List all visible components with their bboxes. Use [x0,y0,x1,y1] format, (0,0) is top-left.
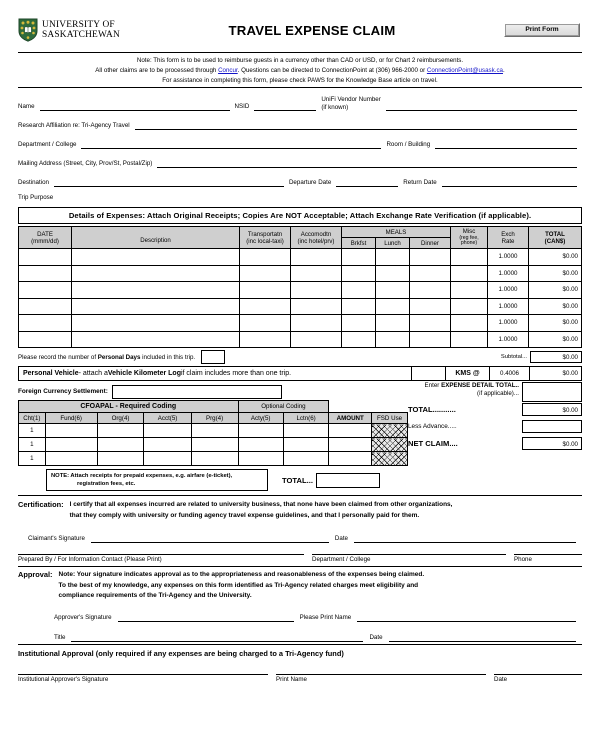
vehicle-c: Vehicle Kilometer Log [107,370,181,378]
prepaid-note-row [18,469,408,491]
prepared-by-field[interactable] [18,554,304,563]
approver-signature-label: Approver's Signature [54,614,112,621]
row-trip-purpose [18,187,582,202]
trip-purpose-label: Trip Purpose [18,193,54,201]
cert-department-field[interactable] [312,554,506,563]
cell-description[interactable] [72,249,240,266]
table-row [19,298,582,315]
cfoapal-column [18,400,408,491]
total-row [408,400,582,418]
cell-acct[interactable] [144,452,191,466]
less-advance-label: Less Advance..... [408,422,457,430]
cell-misc[interactable] [451,298,488,315]
institutional-signature-field[interactable] [18,674,268,683]
cell-transportation[interactable] [240,282,291,299]
connectionpoint-email-link[interactable]: ConnectionPoint@usask.ca [426,66,503,74]
cell-acty[interactable] [238,438,283,452]
cell-breakfast[interactable] [342,265,376,282]
cell-row-total: $0.00 [529,249,582,266]
expenses-body [19,249,582,348]
row-research-affiliation [18,111,582,130]
approver-print-name-input[interactable] [357,609,576,622]
subtotal-value: $0.00 [530,351,582,363]
personal-days-row [18,349,582,365]
edt-l1-b: EXPENSE DETAIL TOTAL.. [441,381,519,389]
vendor-label-line1: UniFi Vendor Number [321,95,381,103]
col-fund: Fund(6) [45,413,97,424]
cell-breakfast[interactable] [342,315,376,332]
cell-misc[interactable] [451,265,488,282]
claimant-identity-section [18,88,582,202]
cell-breakfast[interactable] [342,249,376,266]
col-misc-l1: Misc [462,228,476,236]
prepaid-note [46,469,268,491]
research-affiliation-input[interactable] [135,118,577,130]
approver-date-label: Date [369,634,383,641]
totals-column [408,400,582,452]
cert-department-label: Department / College [312,556,371,564]
cell-org[interactable] [97,452,144,466]
cell-lunch[interactable] [376,331,410,348]
personal-vehicle-text [19,367,411,380]
cell-lunch[interactable] [376,315,410,332]
note-line-1: Note: This form is to be used to reimburse guests in a currency other than CAD or USD, or for Chart 2 reimbursements. [136,57,464,64]
table-row [19,265,582,282]
approval-section [18,570,582,642]
cell-breakfast[interactable] [342,331,376,348]
col-date [19,227,72,249]
name-label: Name [18,102,35,110]
row-destination [18,168,582,187]
personal-vehicle-row [18,366,582,381]
net-claim-value: $0.00 [522,437,582,450]
foreign-currency-row [18,383,582,400]
col-misc [451,227,488,249]
coding-total-label: TOTAL... [282,475,313,485]
institutional-date-field[interactable] [494,674,582,683]
subtotal-label: Subtotal... [500,354,527,361]
cell-exch-rate[interactable]: 1.0000 [488,282,529,299]
nsid-input[interactable] [254,99,316,111]
cell-description[interactable] [72,331,240,348]
institutional-approval-section [18,649,582,683]
cell-exch-rate[interactable]: 1.0000 [488,315,529,332]
cell-prg[interactable] [191,424,238,438]
cell-description[interactable] [72,298,240,315]
certification-section [18,500,582,563]
edt-line1 [425,382,519,389]
edt-line2: (if applicable)... [477,389,519,397]
table-row [19,438,408,452]
col-transportation [240,227,291,249]
fcs-input[interactable] [112,385,282,399]
col-accommodation-l2: (inc hotel/prv) [297,237,335,245]
approval-title: Approval: [18,570,53,580]
print-form-button[interactable]: Print Form [504,23,580,37]
cell-row-total: $0.00 [529,331,582,348]
edt-caption [408,382,522,398]
cell-lunch[interactable] [376,265,410,282]
form-header [18,0,582,52]
cell-fund[interactable] [45,438,97,452]
cfoapal-optional-header: Optional Coding [238,401,329,413]
note-line-3: For assistance in completing this form, please check PAWS for the Knowledge Base article on travel. [162,76,438,84]
kms-label: KMS @ [445,367,489,380]
cell-lctn[interactable] [283,452,328,466]
cell-date[interactable] [19,249,72,266]
col-meals-group: MEALS [342,227,451,238]
col-exch-rate-l2: Rate [501,237,515,245]
col-total-l2: (CAN$) [544,237,566,245]
cfoapal-group-header-row [19,401,408,413]
cfoapal-required-header: CFOAPAL - Required Coding [19,401,239,413]
col-fsd-use: FSD Use [372,413,408,424]
note-line-2 [18,66,582,76]
approval-paragraph [18,570,582,602]
net-claim-row [408,434,582,452]
table-row [19,282,582,299]
cell-breakfast[interactable] [342,282,376,299]
certification-body [70,500,453,521]
certification-paragraph [18,500,582,521]
note-line-2-a: All other claims are to be processed through [95,66,219,74]
vendor-number-input[interactable] [386,99,577,111]
total-value: $0.00 [522,403,582,416]
cell-accommodation[interactable] [291,298,342,315]
cell-fund[interactable] [45,424,97,438]
vehicle-a: Personal Vehicle [23,370,79,378]
col-acct: Acct(5) [144,413,191,424]
cell-transportation[interactable] [240,265,291,282]
mailing-address-input[interactable] [157,156,577,168]
col-date-l1: DATE [37,230,53,238]
approver-signature-row [18,602,582,622]
cell-accommodation[interactable] [291,265,342,282]
coding-and-totals-section [18,400,582,491]
approver-title-label: Title [54,634,66,641]
cell-org[interactable] [97,424,144,438]
cell-date[interactable] [19,265,72,282]
certification-line1: I certify that all expenses incurred are related to university business, that none have been claimed from other organizations, [69,501,453,509]
cell-dinner[interactable] [410,298,451,315]
page-title: TRAVEL EXPENSE CLAIM [228,22,396,38]
cell-row-total: $0.00 [529,298,582,315]
col-amount: AMOUNT [329,413,372,424]
vehicle-b: - attach a [78,370,108,378]
table-row [19,249,582,266]
coding-total-value[interactable] [316,473,380,488]
table-row [19,315,582,332]
cell-misc[interactable] [451,249,488,266]
note-line-2-c: . [502,66,505,74]
less-advance-value[interactable] [522,420,582,433]
vendor-label-line2: (if known) [321,103,349,111]
cell-fsd-use [372,424,408,438]
col-org: Org(4) [97,413,144,424]
logo-line-1: UNIVERSITY OF [42,19,115,30]
cell-date[interactable] [19,331,72,348]
mailing-address-label: Mailing Address (Street, City, Prov/St, Postal/Zip) [18,159,153,167]
destination-input[interactable] [54,175,284,187]
net-claim-label: NET CLAIM.... [408,438,458,448]
certification-divider [18,495,582,496]
table-row [19,331,582,348]
expenses-table [18,226,582,348]
cell-dinner[interactable] [410,331,451,348]
cell-amount[interactable] [329,438,372,452]
cell-row-total: $0.00 [529,265,582,282]
cell-misc[interactable] [451,282,488,299]
fcs-label: Foreign Currency Settlement: [18,388,108,396]
cell-accommodation[interactable] [291,331,342,348]
cell-exch-rate[interactable]: 1.0000 [488,265,529,282]
personal-days-a: Please record the number of [18,353,98,361]
col-transportation-l1: Transportatn [247,230,283,238]
prepared-by-label: Prepared By / For Information Contact (Please Print) [18,556,162,564]
claimant-signature-input[interactable] [91,530,329,543]
cell-exch-rate[interactable]: 1.0000 [488,249,529,266]
col-prg: Prg(4) [191,413,238,424]
cell-org[interactable] [97,438,144,452]
department-label: Department / College [18,140,77,148]
cell-lunch[interactable] [376,298,410,315]
note-line-2-b: . Questions can be directed to ConnectionPoint at (306) 966-2000 or [237,66,427,74]
total-label: TOTAL........... [408,404,456,414]
cell-exch-rate[interactable]: 1.0000 [488,298,529,315]
trip-purpose-input[interactable] [58,191,577,202]
expenses-banner: Details of Expenses: Attach Original Receipts; Copies Are NOT Acceptable; Attach Exchange Rate Verification (if applicable). [18,207,582,224]
cell-amount[interactable] [329,424,372,438]
vehicle-spacer-cell [411,367,445,380]
col-description-l1: Description [140,237,171,245]
col-misc-l2: (reg fee, phone) [459,234,479,247]
cell-transportation[interactable] [240,331,291,348]
cell-dinner[interactable] [410,249,451,266]
cell-acty[interactable] [238,452,283,466]
claimant-signature-row [18,521,582,543]
research-affiliation-label: Research Affiliation re: Tri-Agency Travel [18,121,130,129]
cell-lctn[interactable] [283,424,328,438]
less-advance-row [408,418,582,434]
prepaid-note-line1: NOTE: Attach receipts for prepaid expenses, e.g. airfare (e-ticket), [51,473,233,480]
cell-row-total: $0.00 [529,315,582,332]
cell-prg[interactable] [191,438,238,452]
cell-lunch[interactable] [376,249,410,266]
col-description [72,227,240,249]
cell-date[interactable] [19,298,72,315]
cell-dinner[interactable] [410,315,451,332]
edt-value[interactable] [522,382,582,402]
approval-line3: compliance requirements of the Tri-Agency and the University. [58,592,252,600]
col-dinner: Dinner [410,238,451,249]
prepaid-note-line2: registration fees, etc. [77,481,136,488]
cell-description[interactable] [72,282,240,299]
approval-line1: Note: Your signature indicates approval as to the appropriateness and reasonableness of the expenses being claimed. [58,571,425,579]
nsid-label: NSID [234,102,250,110]
cell-description[interactable] [72,315,240,332]
expense-detail-total-group [408,382,582,402]
approver-signature-input[interactable] [118,609,294,622]
cell-amount[interactable] [329,452,372,466]
col-accommodation-l1: Accomodtn [300,230,332,238]
logo-line-2: SASKATCHEWAN [42,30,120,40]
cell-exch-rate[interactable]: 1.0000 [488,331,529,348]
cell-date[interactable] [19,315,72,332]
col-transportation-l2: (inc local-taxi) [246,237,284,245]
col-acty: Acty(5) [238,413,283,424]
departure-date-label: Departure Date [288,178,332,186]
cell-accommodation[interactable] [291,315,342,332]
cell-accommodation[interactable] [291,282,342,299]
col-total-l1: TOTAL [545,230,565,238]
cell-misc[interactable] [451,331,488,348]
table-row [19,452,408,466]
approver-title-row [18,622,582,642]
return-date-label: Return Date [403,178,437,186]
col-exch-rate [488,227,529,249]
institutional-print-name-label: Print Name [276,676,307,683]
prepared-by-row [18,543,582,563]
personal-days-b: Personal Days [97,353,141,361]
institutional-date-label: Date [494,676,508,683]
personal-days-input[interactable] [201,350,225,364]
cell-lunch[interactable] [376,282,410,299]
col-breakfast: Brkfst [342,238,376,249]
concur-link[interactable]: Concur [218,66,238,74]
cell-row-total: $0.00 [529,282,582,299]
cfoapal-header-spacer [329,401,408,413]
shield-icon [18,18,38,42]
table-row [19,424,408,438]
cell-misc[interactable] [451,315,488,332]
col-cht: Cht(1) [19,413,46,424]
cell-breakfast[interactable] [342,298,376,315]
claimant-signature-label: Claimant's Signature [28,535,85,543]
cfoapal-table [18,400,408,466]
institutional-signature-label: Institutional Approver's Signature [18,676,109,683]
phone-label: Phone [514,556,532,564]
departure-date-input[interactable] [336,175,398,187]
cell-dinner[interactable] [410,265,451,282]
edt-l1-a: Enter [424,381,442,389]
expenses-header-row-1 [19,227,582,238]
cell-dinner[interactable] [410,282,451,299]
room-building-input[interactable] [435,137,577,149]
cell-fsd-use [372,452,408,466]
row-mailing-address [18,149,582,168]
col-exch-rate-l1: Exch [501,230,515,238]
approver-title-input[interactable] [71,629,363,642]
claimant-date-label: Date [334,535,348,543]
col-accommodation [291,227,342,249]
row-department [18,130,582,149]
col-total [529,227,582,249]
personal-days-c: included in this trip. [140,353,196,361]
cell-accommodation[interactable] [291,249,342,266]
col-lunch: Lunch [376,238,410,249]
kms-rate-value: 0.4006 [489,367,529,380]
approver-date-input[interactable] [389,629,576,642]
institutional-heading: Institutional Approval (only required if any expenses are being charged to a Tri-Agency fund) [18,649,344,658]
col-date-l2: (mmm/dd) [31,237,59,245]
cell-fund[interactable] [45,452,97,466]
room-building-label: Room / Building [386,140,431,148]
cell-transportation[interactable] [240,249,291,266]
vehicle-d: if claim includes more than one trip. [180,370,292,378]
cell-description[interactable] [72,265,240,282]
institutional-print-name-field[interactable] [276,674,486,683]
certification-title: Certification: [18,500,64,510]
cell-lctn[interactable] [283,438,328,452]
return-date-input[interactable] [442,175,577,187]
cell-acct[interactable] [144,438,191,452]
personal-days-text [18,354,195,361]
cell-cht[interactable]: 1 [19,438,46,452]
claimant-date-input[interactable] [354,530,576,543]
name-input[interactable] [40,99,230,111]
institutional-divider [18,644,582,645]
department-input[interactable] [81,137,381,149]
destination-label: Destination [18,178,49,186]
approval-body [59,570,425,602]
cell-transportation[interactable] [240,315,291,332]
approver-print-name-label: Please Print Name [299,614,352,621]
phone-field[interactable] [514,554,582,563]
cell-transportation[interactable] [240,298,291,315]
kms-total-value: $0.00 [529,367,581,380]
institutional-signature-row [18,674,582,683]
cell-acct[interactable] [144,424,191,438]
form-note [18,53,582,87]
row-name [18,92,582,111]
cell-prg[interactable] [191,452,238,466]
approval-divider [18,566,582,567]
cfoapal-column-header-row [19,413,408,424]
certification-line2: that they comply with university or funding agency travel expense guidelines, and that I personally paid for them. [69,511,420,519]
cell-date[interactable] [19,282,72,299]
col-lctn: Lctn(6) [283,413,328,424]
cell-cht[interactable]: 1 [19,452,46,466]
subtotal-group [501,351,582,363]
approval-line2: To the best of my knowledge, any expenses on this form identified as Tri-Agency related charges meet eligibility and [58,581,419,589]
university-logo [18,18,120,42]
cell-acty[interactable] [238,424,283,438]
cell-fsd-use [372,438,408,452]
cell-cht[interactable]: 1 [19,424,46,438]
vendor-label [321,96,381,112]
